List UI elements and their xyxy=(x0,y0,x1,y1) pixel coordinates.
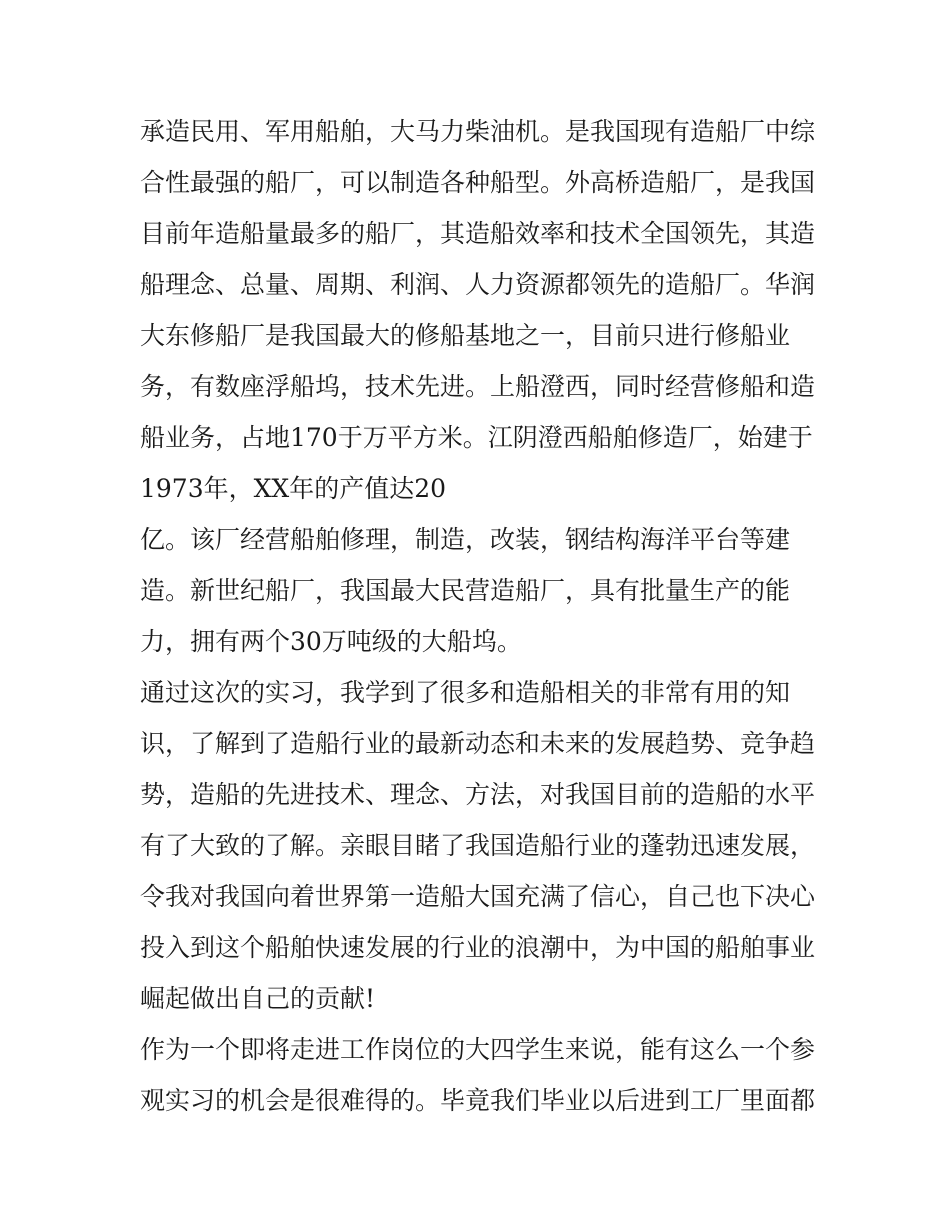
text-line: 作为一个即将走进工作岗位的大四学生来说，能有这么一个参 xyxy=(140,1035,816,1064)
text-line: 造。新世纪船厂，我国最大民营造船厂，具有批量生产的能 xyxy=(140,576,791,605)
text-line: 识，了解到了造船行业的最新动态和未来的发展趋势、竞争趋 xyxy=(140,729,816,758)
document-body xyxy=(140,106,820,1126)
text-line: 船理念、总量、周期、利润、人力资源都领先的造船厂。华润 xyxy=(140,270,816,299)
text-line: 大东修船厂是我国最大的修船基地之一，目前只进行修船业 xyxy=(140,321,791,350)
text-line: 通过这次的实习，我学到了很多和造船相关的非常有用的知 xyxy=(140,678,791,707)
text-line: 势，造船的先进技术、理念、方法，对我国目前的造船的水平 xyxy=(140,780,816,809)
text-line: 崛起做出自己的贡献! xyxy=(140,984,376,1013)
text-line: 有了大致的了解。亲眼目睹了我国造船行业的蓬勃迅速发展， xyxy=(140,831,816,860)
text-line: 令我对我国向着世界第一造船大国充满了信心，自己也下决心 xyxy=(140,882,816,911)
text-line: 船业务，占地170于万平方米。江阴澄西船舶修造厂，始建于 xyxy=(140,423,813,452)
text-line: 力，拥有两个30万吨级的大船坞。 xyxy=(140,627,522,656)
text-line: 承造民用、军用船舶，大马力柴油机。是我国现有造船厂中综 xyxy=(140,117,816,146)
text-line: 投入到这个船舶快速发展的行业的浪潮中，为中国的船舶事业 xyxy=(140,933,816,962)
text-line: 观实习的机会是很难得的。毕竟我们毕业以后进到工厂里面都 xyxy=(140,1086,816,1115)
text-line: 1973年，XX年的产值达20 xyxy=(140,474,447,503)
text-line: 亿。该厂经营船舶修理，制造，改装，钢结构海洋平台等建 xyxy=(140,525,791,554)
text-line: 目前年造船量最多的船厂，其造船效率和技术全国领先，其造 xyxy=(140,219,816,248)
text-line: 务，有数座浮船坞，技术先进。上船澄西，同时经营修船和造 xyxy=(140,372,816,401)
text-line: 合性最强的船厂，可以制造各种船型。外高桥造船厂，是我国 xyxy=(140,168,816,197)
